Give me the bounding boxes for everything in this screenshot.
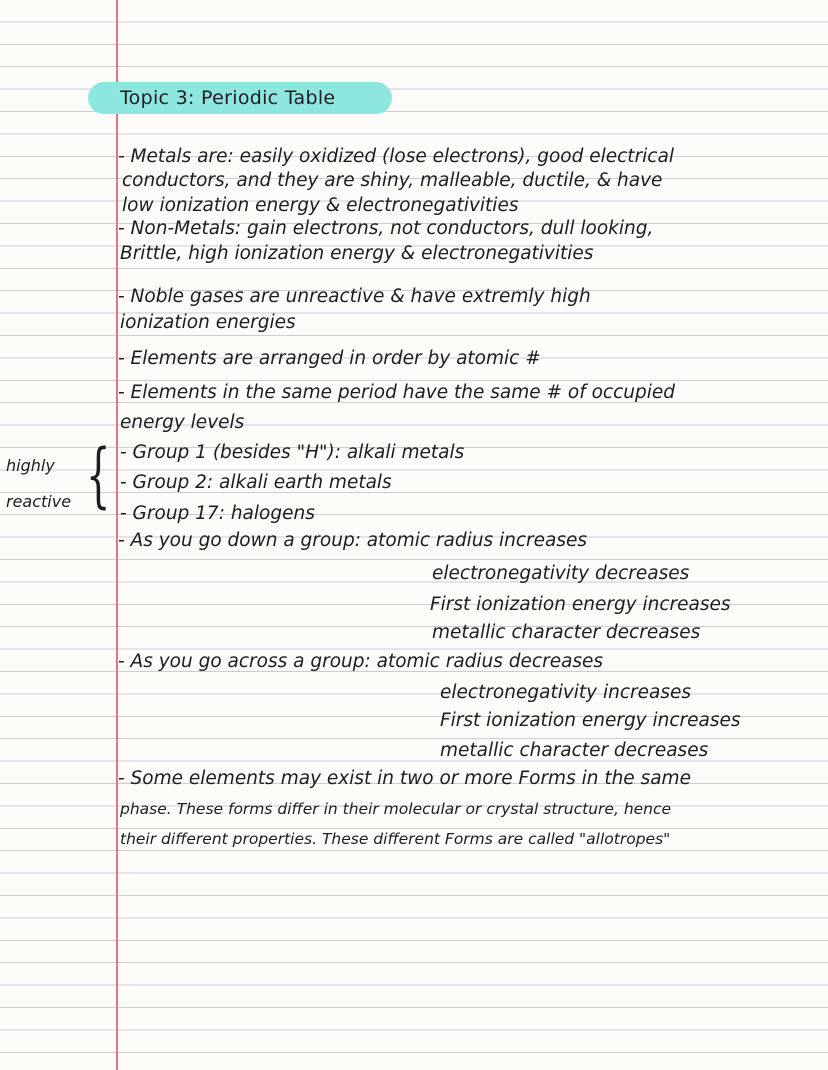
note-line: their different properties. These different Forms are called "allotropes": [120, 830, 671, 848]
note-line: - As you go across a group: atomic radius decreases: [118, 651, 604, 672]
note-line: - As you go down a group: atomic radius increases: [118, 530, 588, 551]
note-line: - Noble gases are unreactive & have extremly high: [118, 286, 591, 307]
curly-brace-icon: {: [86, 434, 111, 516]
note-line: conductors, and they are shiny, malleable, ductile, & have: [122, 170, 663, 191]
note-line: - Non-Metals: gain electrons, not conductors, dull looking,: [118, 218, 654, 239]
note-line: Brittle, high ionization energy & electronegativities: [120, 243, 594, 264]
note-line: electronegativity increases: [440, 682, 692, 703]
note-line: - Group 17: halogens: [120, 503, 315, 524]
note-line: metallic character decreases: [432, 622, 701, 643]
note-line: phase. These forms differ in their molecular or crystal structure, hence: [120, 800, 672, 818]
note-line: - Group 2: alkali earth metals: [120, 472, 392, 493]
note-line: - Metals are: easily oxidized (lose electrons), good electrical: [118, 146, 674, 167]
note-line: energy levels: [120, 412, 245, 433]
note-line: electronegativity decreases: [432, 563, 690, 584]
note-line: - Group 1 (besides "H"): alkali metals: [120, 442, 465, 463]
note-line: First ionization energy increases: [430, 594, 731, 615]
note-line: - Elements in the same period have the same # of occupied: [118, 382, 675, 403]
note-line: ionization energies: [120, 312, 296, 333]
note-line: - Elements are arranged in order by atomic #: [118, 348, 541, 369]
note-line: metallic character decreases: [440, 740, 709, 761]
note-line: low ionization energy & electronegativities: [122, 195, 519, 216]
page-title: Topic 3: Periodic Table: [120, 87, 336, 109]
side-note-highly: highly: [6, 456, 55, 475]
note-line: First ionization energy increases: [440, 710, 741, 731]
note-line: - Some elements may exist in two or more Forms in the same: [118, 768, 691, 789]
side-note-reactive: reactive: [6, 492, 72, 511]
